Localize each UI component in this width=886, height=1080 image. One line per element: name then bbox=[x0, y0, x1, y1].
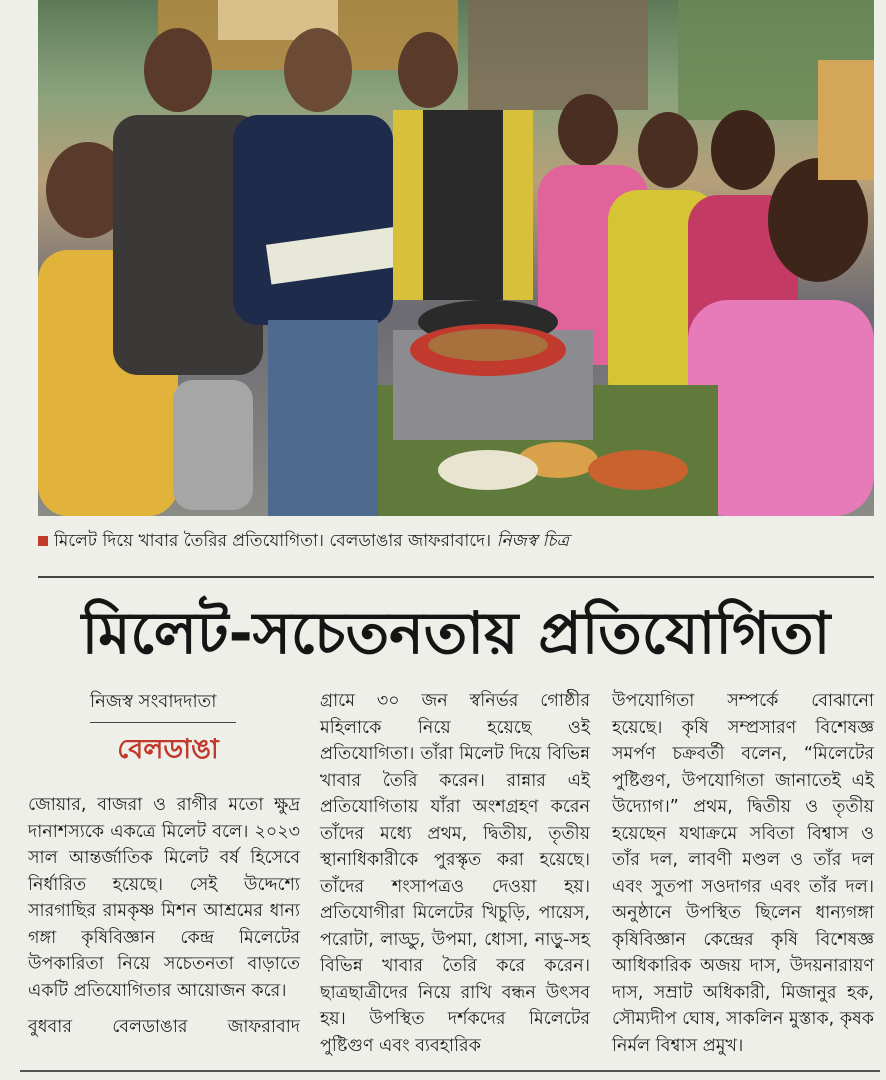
article-paragraph: জোয়ার, বাজরা ও রাগীর মতো ক্ষুদ্র দানাশস্যকে একত্রে মিলেট বলে। ২০২৩ সাল আন্তর্জাতিক মিলেট বর্ষ হিসেবে নির্ধারিত হয়েছে। সেই উদ্দেশ্যে সারগাছির রামকৃষ্ণ মিশন আশ্রমের ধান্য গঙ্গা কৃষিবিজ্ঞান কেন্দ্র মিলেটের উপকারিতা নিয়ে সচেতনতা বাড়াতে একটি প্রতিযোগিতার আয়োজন করে। bbox=[28, 795, 300, 1001]
article-paragraph: বুধবার বেলডাঙার জাফরাবাদ bbox=[28, 1017, 300, 1037]
bottom-divider bbox=[20, 1070, 880, 1072]
byline: নিজস্ব সংবাদদাতা bbox=[90, 691, 217, 712]
caption-text: মিলেট দিয়ে খাবার তৈরির প্রতিযোগিতা। বেলডাঙার জাফরাবাদে। bbox=[54, 531, 492, 551]
headline: মিলেট-সচেতনতায় প্রতিযোগিতা bbox=[81, 599, 831, 667]
divider bbox=[38, 576, 874, 578]
article-column-2 bbox=[320, 688, 590, 1059]
byline-divider bbox=[90, 722, 236, 723]
article-paragraph: উপযোগিতা সম্পর্কে বোঝানো হয়েছে। কৃষি সম্প্রসারণ বিশেষজ্ঞ সমর্পণ চক্রবর্তী বলেন, “মিলেটের পুষ্টিগুণ, উপযোগিতা জানাতেই এই উদ্যোগ।” প্রথম, দ্বিতীয় ও তৃতীয় হয়েছেন যথাক্রমে সবিতা বিশ্বাস ও তাঁর দল, লাবণী মণ্ডল ও তাঁর দল এবং সুতপা সওদাগর এবং তাঁর দল। অনুষ্ঠানে উপস্থিত ছিলেন ধান্যগঙ্গা কৃষিবিজ্ঞান কেন্দ্রের কৃষি বিশেষজ্ঞ আধিকারিক অজয় দাস, উদয়নারায়ণ দাস, সম্রাট অধিকারী, মিজানুর হক, সৌম্যদীপ ঘোষ, সাকলিন মুস্তাক, কৃষক নির্মল বিশ্বাস প্রমুখ। bbox=[612, 691, 874, 1056]
article-column-1 bbox=[28, 792, 300, 1041]
article-paragraph: গ্রামে ৩০ জন স্বনির্ভর গোষ্ঠীর মহিলাকে নিয়ে হয়েছে ওই প্রতিযোগিতা। তাঁরা মিলেট দিয়ে বিভিন্ন খাবার তৈরি করেন। রান্নার এই প্রতিযোগিতায় যাঁরা অংশগ্রহণ করেন তাঁদের মধ্যে প্রথম, দ্বিতীয়, তৃতীয় স্থানাধিকারীকে পুরস্কৃত করা হয়েছে। তাঁদের শংসাপত্রও দেওয়া হয়। প্রতিযোগীরা মিলেটের খিচুড়ি, পায়েস, পরোটা, লাড্ডু, উপমা, ধোসা, নাড়ু-সহ বিভিন্ন খাবার তৈরি করে করেন। ছাত্রছাত্রীদের নিয়ে রাখি বন্ধন উৎসব হয়। উপস্থিত দর্শকদের মিলেটের পুষ্টিগুণ এবং ব্যবহারিক bbox=[320, 691, 590, 1056]
caption-bullet-icon bbox=[38, 536, 48, 546]
photo-icon bbox=[38, 0, 874, 516]
dateline: বেলডাঙা bbox=[117, 734, 219, 765]
photo-caption bbox=[38, 526, 874, 556]
news-photo bbox=[38, 0, 874, 516]
article-column-3 bbox=[612, 688, 874, 1059]
caption-credit: নিজস্ব চিত্র bbox=[496, 531, 569, 551]
